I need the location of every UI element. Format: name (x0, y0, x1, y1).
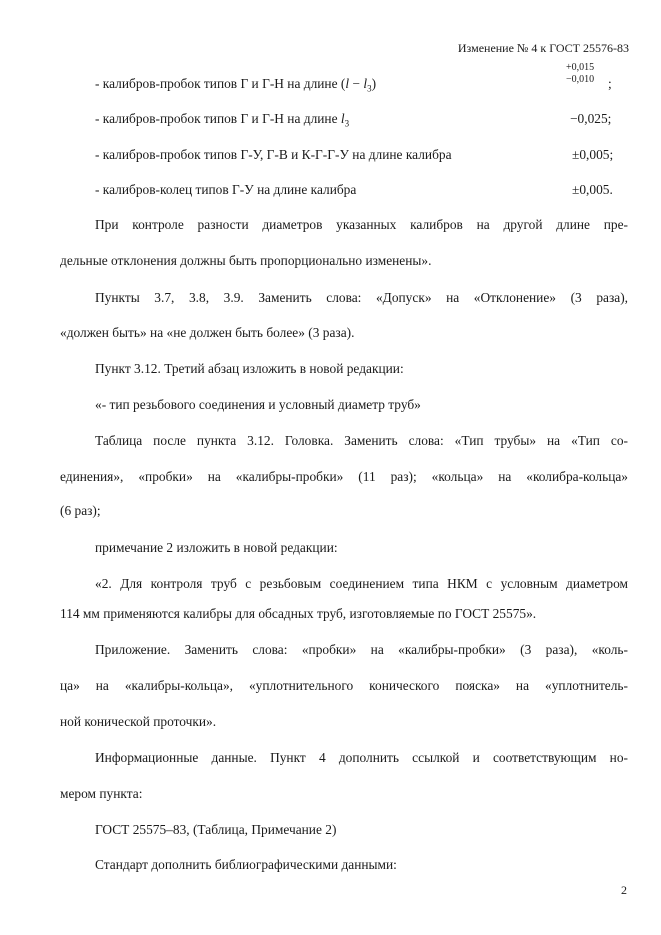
subscript: 3 (367, 83, 372, 94)
subscript: 3 (344, 118, 350, 129)
variable: l (345, 76, 350, 91)
paragraph-line: «должен быть» на «не должен быть более» (3 раза). (60, 325, 355, 340)
paragraph-line: Таблица после пункта 3.12. Головка. Заменить слова: «Тип трубы» на «Тип со- (95, 433, 628, 448)
paragraph-line: Информационные данные. Пункт 4 дополнить ссылкой и соответствующим но- (95, 750, 628, 765)
tolerance-stack (566, 62, 594, 86)
paragraph-line: Пункты 3.7, 3.8, 3.9. Заменить слова: «Допуск» на «Отклонение» (3 раза), (95, 290, 628, 305)
paragraph-line: 114 мм применяются калибры для обсадных труб, изготовляемые по ГОСТ 25575». (60, 606, 537, 621)
paragraph-line: единения», «пробки» на «калибры-пробки» (11 раз); «кольца» на «колибра-кольца» (60, 469, 628, 484)
tolerance-value: −0,025; (570, 111, 612, 126)
tolerance-upper: +0,015 (566, 62, 595, 73)
tolerance-lower: −0,010 (566, 74, 595, 85)
list-item (95, 76, 376, 94)
paragraph-line: ца» на «калибры-кольца», «уплотнительного конического пояска» на «уплотнитель- (60, 678, 628, 693)
tolerance-value: ±0,005. (572, 182, 613, 197)
minus-sign: − (349, 76, 364, 91)
paragraph-line: (6 раз); (60, 503, 101, 518)
paragraph-line: мером пункта: (60, 786, 143, 801)
paragraph-line: ной конической проточки». (60, 714, 217, 729)
page-number: 2 (621, 883, 627, 897)
paragraph-line: При контроле разности диаметров указанных калибров на другой длине пре- (95, 217, 628, 232)
paragraph-line: дельные отклонения должны быть пропорционально изменены». (60, 253, 432, 268)
paragraph-line: Приложение. Заменить слова: «пробки» на «калибры-пробки» (3 раза), «коль- (95, 642, 628, 657)
variable: l (340, 111, 345, 126)
paragraph-line: ГОСТ 25575–83, (Таблица, Примечание 2) (95, 822, 337, 837)
item-text: - калибров-пробок типов Г и Г-Н на длине ( (95, 76, 346, 91)
paragraph-line: примечание 2 изложить в новой редакции: (95, 540, 338, 555)
item-text-end: ) (371, 76, 377, 91)
list-item (95, 111, 349, 129)
variable: l (363, 76, 368, 91)
page-header: Изменение № 4 к ГОСТ 25576-83 (457, 41, 629, 55)
paragraph-line: Пункт 3.12. Третий абзац изложить в новой редакции: (95, 361, 404, 376)
item-text: - калибров-пробок типов Г и Г-Н на длине (95, 111, 341, 126)
list-item: - калибров-колец типов Г-У на длине калибра (95, 182, 357, 197)
tolerance-value: ±0,005; (572, 147, 614, 162)
paragraph-line: «2. Для контроля труб с резьбовым соединением типа НКМ с условным диаметром (95, 576, 628, 591)
paragraph-line: «- тип резьбового соединения и условный диаметр труб» (95, 397, 421, 412)
tolerance-value: ; (608, 76, 612, 91)
paragraph-line: Стандарт дополнить библиографическими данными: (95, 857, 397, 872)
list-item: - калибров-пробок типов Г-У, Г-В и К-Г-Г-У на длине калибра (95, 147, 452, 162)
